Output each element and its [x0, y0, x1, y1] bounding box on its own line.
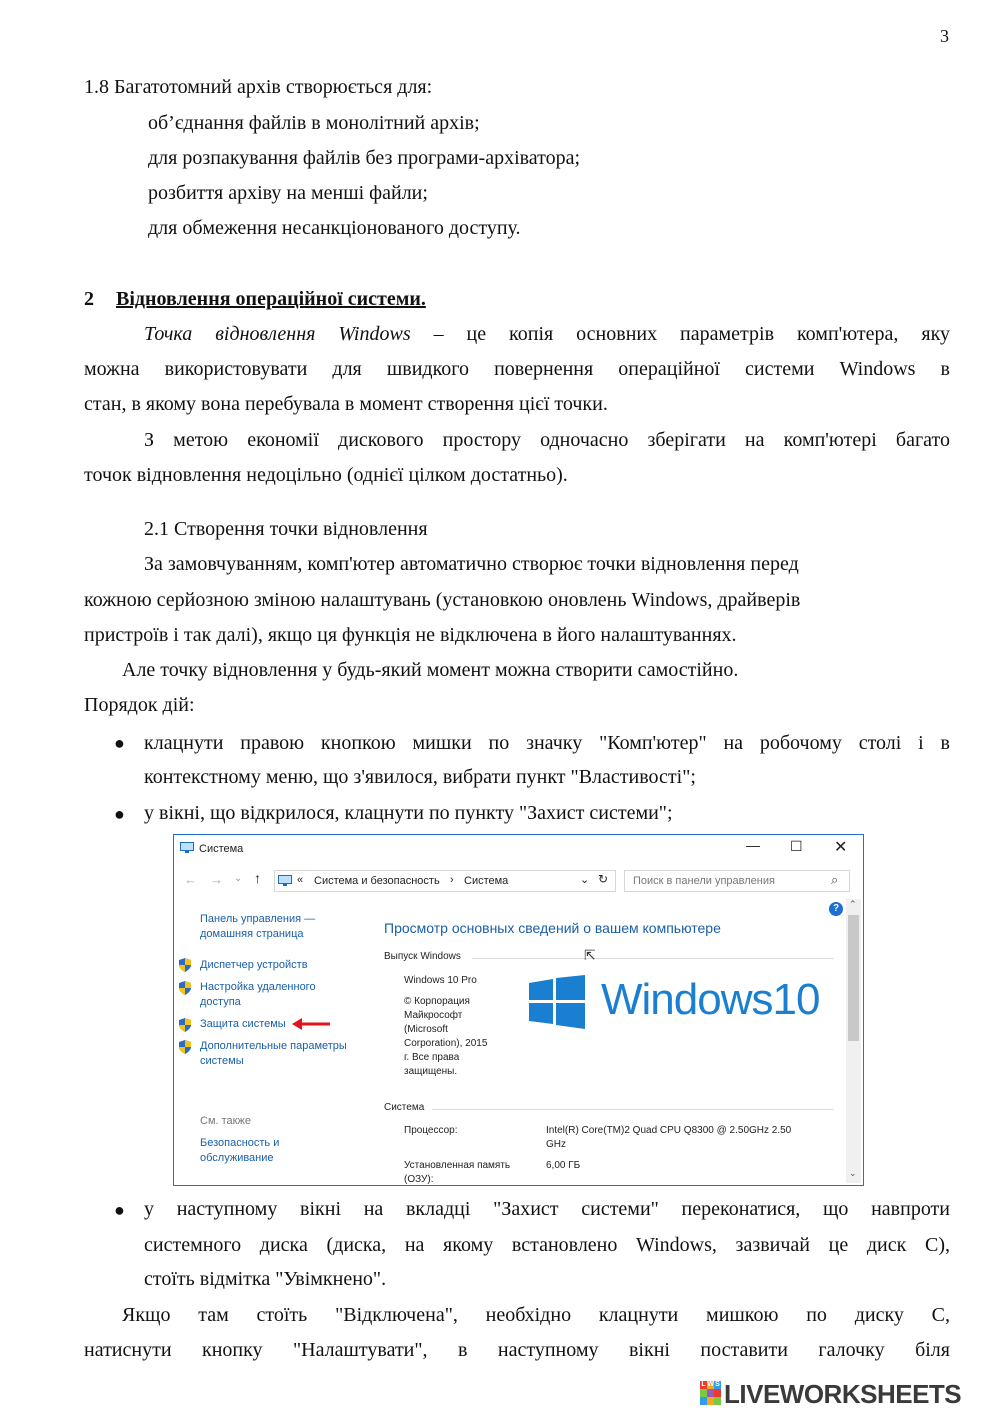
sidebar-item-remote[interactable]: доступа [200, 996, 241, 1008]
security-link[interactable]: обслуживание [200, 1152, 274, 1164]
ram-value: 6,00 ГБ [546, 1160, 581, 1171]
chevron-down-icon[interactable]: ⌄ [234, 873, 243, 884]
shield-icon [179, 981, 191, 995]
red-arrow-icon [292, 1017, 332, 1034]
paragraph-text: – це копія основних параметрів комп'ютера, яку [433, 323, 951, 345]
up-icon[interactable]: ↑ [254, 870, 261, 886]
paragraph-line: пристроїв і так далі), якщо ця функція не відключена в його налаштуваннях. [84, 624, 737, 646]
cpu-label: Процессор: [404, 1125, 458, 1136]
section-number: 2 [84, 288, 94, 310]
chevron-down-icon[interactable]: ⌄ [580, 874, 590, 886]
scrollbar-thumb[interactable] [848, 915, 859, 1041]
monitor-icon [278, 875, 292, 890]
breadcrumb-item[interactable]: Система и безопасность [314, 875, 440, 887]
see-also-label: См. также [200, 1115, 251, 1127]
monitor-icon [180, 842, 194, 857]
sidebar-item-system-protection[interactable]: Защита системы [200, 1018, 286, 1030]
term: Точка відновлення Windows [144, 323, 411, 345]
paragraph-line: кожною серйозною зміною налаштувань (установкою оновлень Windows, драйверів [84, 589, 801, 611]
bullet-text: клацнути правою кнопкою мишки по значку "Комп'ютер" на робочому столі і в [144, 732, 950, 754]
windows-logo-text: Windows10 [601, 975, 820, 1024]
paragraph-line: За замовчуванням, комп'ютер автоматично створює точки відновлення перед [144, 553, 799, 575]
minimize-icon[interactable]: — [746, 837, 760, 853]
paragraph-line: Якщо там стоїть "Відключена", необхідно клацнути мишкою по диску C, [122, 1304, 950, 1326]
cpu-value: GHz [546, 1139, 566, 1150]
sidebar-item-remote[interactable]: Настройка удаленного [200, 981, 316, 993]
window-title: Система [199, 843, 244, 855]
liveworksheets-badge-icon: L W S [700, 1381, 722, 1405]
refresh-icon[interactable]: ↻ [598, 872, 609, 886]
question-title: 1.8 Багатотомний архів створюється для: [84, 76, 433, 98]
sidebar-item-device-manager[interactable]: Диспетчер устройств [200, 959, 308, 971]
main-title: Просмотр основных сведений о вашем компьютере [384, 920, 721, 936]
system-header: Система [384, 1102, 425, 1113]
system-window-screenshot [173, 834, 864, 1186]
answer-option[interactable]: для розпакування файлів без програми-архіватора; [148, 147, 581, 169]
bullet-text: у наступному вікні на вкладці "Захист системи" переконатися, що навпроти [144, 1198, 950, 1220]
scroll-down-icon[interactable]: ⌄ [849, 1168, 857, 1178]
paragraph-line: З метою економії дискового простору одночасно зберігати на комп'ютері багато [144, 429, 950, 451]
copyright-line: Майкрософт [404, 1010, 463, 1021]
copyright-line: Corporation), 2015 [404, 1038, 488, 1049]
mouse-cursor-icon: ⇱ [584, 947, 596, 963]
section-title: Відновлення операційної системи. [116, 288, 426, 310]
edition-value: Windows 10 Pro [404, 975, 477, 986]
answer-option[interactable]: об’єднання файлів в монолітний архів; [148, 112, 480, 134]
answer-option[interactable]: для обмеження несанкціонованого доступу. [148, 217, 521, 239]
liveworksheets-logo: LIVEWORKSHEETS [724, 1379, 962, 1409]
bullet-icon: ● [114, 733, 125, 753]
sidebar-home-link[interactable]: домашняя страница [200, 928, 304, 940]
edition-header: Выпуск Windows [384, 951, 461, 962]
windows-logo-icon [529, 975, 585, 1032]
ram-label: (ОЗУ): [404, 1174, 434, 1185]
paragraph-line: можна використовувати для швидкого повернення операційної системи Windows в [84, 358, 950, 380]
help-icon[interactable]: ? [829, 902, 843, 916]
bullet-text: контекстному меню, що з'явилося, вибрати пункт "Властивості"; [144, 766, 696, 788]
sidebar-home-link[interactable]: Панель управления — [200, 913, 316, 925]
page-number: 3 [940, 26, 949, 46]
ram-label: Установленная память [404, 1160, 511, 1171]
sidebar-item-advanced[interactable]: Дополнительные параметры [200, 1040, 347, 1052]
paragraph-line [144, 322, 950, 346]
bullet-icon: ● [114, 1200, 125, 1220]
close-icon[interactable]: ✕ [834, 839, 848, 856]
copyright-line: © Корпорация [404, 996, 470, 1007]
cpu-value: Intel(R) Core(TM)2 Quad CPU Q8300 @ 2.50GHz 2.50 [546, 1125, 792, 1136]
shield-icon [179, 958, 191, 972]
breadcrumb-item[interactable]: Система [464, 875, 509, 887]
breadcrumb-prefix: « [297, 874, 304, 886]
bullet-text: системного диска (диска, на якому встановлено Windows, зазвичай це диск C), [144, 1234, 950, 1256]
back-icon[interactable]: ← [184, 872, 197, 887]
bullet-text: у вікні, що відкрилося, клацнути по пункту "Захист системи"; [144, 802, 673, 824]
bullet-text: стоїть відмітка "Увімкнено". [144, 1268, 387, 1290]
paragraph-line: Порядок дій: [84, 694, 195, 716]
search-icon[interactable]: ⌕ [831, 872, 839, 887]
divider [432, 1109, 834, 1110]
security-link[interactable]: Безопасность и [200, 1137, 280, 1149]
shield-icon [179, 1018, 191, 1032]
bullet-icon: ● [114, 804, 125, 824]
sidebar-item-advanced[interactable]: системы [200, 1055, 244, 1067]
paragraph-line: натиснути кнопку "Налаштувати", в наступному вікні поставити галочку біля [84, 1339, 950, 1361]
divider [472, 958, 834, 959]
paragraph-line: точок відновлення недоцільно (однієї цілком достатньо). [84, 464, 568, 486]
forward-icon[interactable]: → [210, 872, 223, 887]
subsection-title: 2.1 Створення точки відновлення [144, 518, 428, 540]
copyright-line: защищены. [404, 1066, 458, 1077]
breadcrumb-separator: › [450, 874, 454, 886]
search-placeholder: Поиск в панели управления [633, 875, 775, 887]
scroll-up-icon[interactable]: ⌃ [849, 899, 857, 909]
copyright-line: г. Все права [404, 1052, 460, 1063]
shield-icon [179, 1040, 191, 1054]
maximize-icon[interactable]: ☐ [790, 838, 803, 854]
copyright-line: (Microsoft [404, 1024, 448, 1035]
answer-option[interactable]: розбиття архіву на менші файли; [148, 182, 428, 204]
paragraph-line: Але точку відновлення у будь-який момент можна створити самостійно. [122, 659, 739, 681]
paragraph-line: стан, в якому вона перебувала в момент створення цієї точки. [84, 393, 608, 415]
